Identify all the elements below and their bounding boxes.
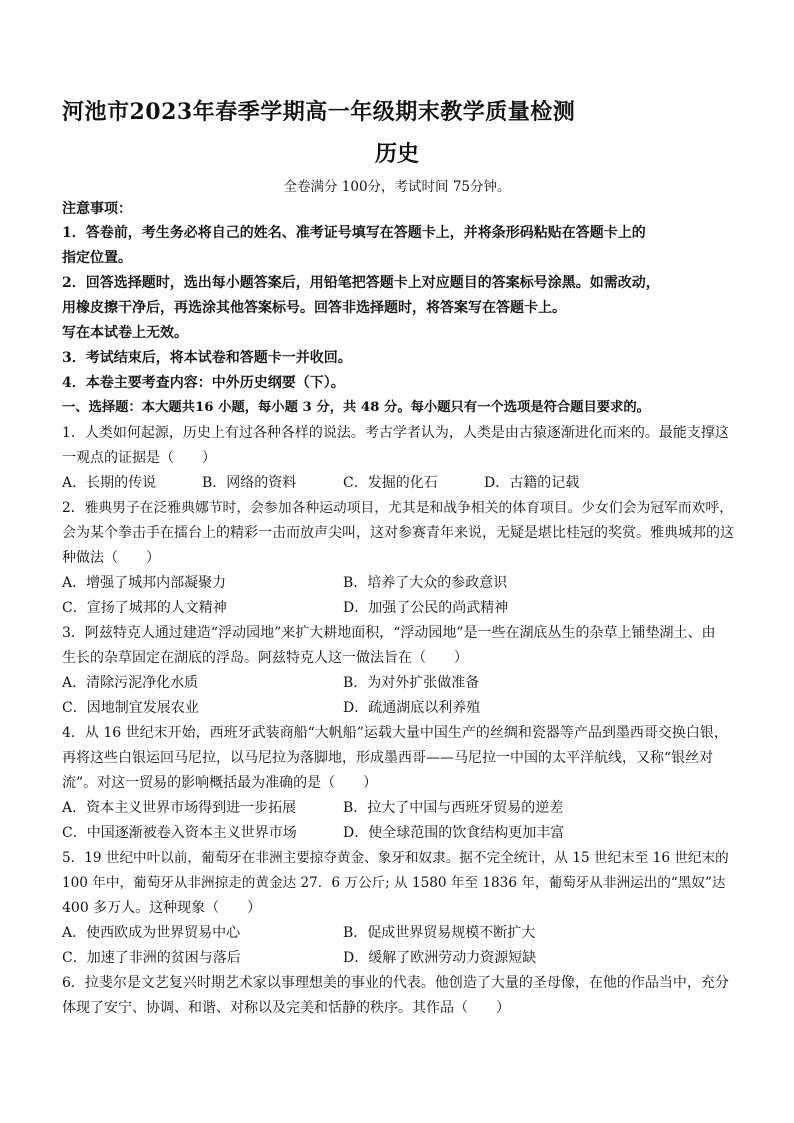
question-1-text: 一观点的证据是（ ） xyxy=(62,450,216,466)
question-4-text: 4．从 16 世纪末开始，西班牙武装商船“大帆船”运载大量中国生产的丝绸和瓷器等产品到墨西哥交换白银， xyxy=(62,725,728,741)
note-line: 写在本试卷上无效。 xyxy=(62,325,188,341)
section-heading: 一、选择题：本大题共16 小题，每小题 3 分，共 48 分。每小题只有一个选项是符合题目要求的。 xyxy=(62,400,650,415)
question-6-text: 体现了安宁、协调、和谐、对称以及完美和恬静的秩序。其作品（ ） xyxy=(62,1000,510,1016)
question-1-option-a: A．长期的传说 xyxy=(62,475,157,491)
note-line: 2．回答选择题时，选出每小题答案后，用铅笔把答题卡上对应题目的答案标号涂黑。如需改动， xyxy=(62,275,660,291)
question-5-option-c: C．加速了非洲的贫困与落后 xyxy=(62,950,241,966)
question-4-option-b: B．拉大了中国与西班牙贸易的逆差 xyxy=(343,800,564,816)
note-line: 1．答卷前，考生务必将自己的姓名、准考证号填写在答题卡上，并将条形码粘贴在答题卡上的 xyxy=(62,225,646,241)
question-4-text: 流”。对这一贸易的影响概括最为准确的是（ ） xyxy=(62,775,378,791)
question-1-option-c: C．发掘的化石 xyxy=(343,475,438,491)
question-2-text: 会为某个拳击手在擂台上的精彩一击而放声尖叫，这对参赛青年来说，无疑是堪比桂冠的奖赏。雅典城邦的这 xyxy=(62,525,734,541)
question-3-option-c: C．因地制宜发展农业 xyxy=(62,700,199,716)
question-2-option-d: D．加强了公民的尚武精神 xyxy=(343,600,509,616)
question-3-text: 3．阿兹特克人通过建造“浮动园地”来扩大耕地面积，“浮动园地”是一些在湖底丛生的杂草上铺垫湖土、由 xyxy=(62,625,716,641)
question-4-option-d: D．使全球范围的饮食结构更加丰富 xyxy=(343,825,565,841)
question-5-option-a: A．使西欧成为世界贸易中心 xyxy=(62,925,241,941)
question-2-text: 2．雅典男子在泛雅典娜节时，会参加各种运动项目，尤其是和战争相关的体育项目。少女们会为冠军而欢呼， xyxy=(62,500,734,516)
notes-heading: 注意事项： xyxy=(62,201,132,217)
question-2-option-b: B．培养了大众的参政意识 xyxy=(343,575,508,591)
exam-info: 全卷满分 100分，考试时间 75分钟。 xyxy=(283,179,511,195)
question-5-text: 400 多万人。这种现象（ ） xyxy=(62,900,262,916)
question-5-text: 100 年中，葡萄牙从非洲掠走的黄金达 27．6 万公斤; 从 1580 年至 1836 年，葡萄牙从非洲运出的“黑奴”达 xyxy=(62,875,726,891)
question-3-option-d: D．疏通湖底以利养殖 xyxy=(343,700,481,716)
question-4-option-a: A．资本主义世界市场得到进一步拓展 xyxy=(62,800,297,816)
question-1-option-d: D．古籍的记载 xyxy=(484,475,580,491)
question-3-text: 生长的杂草固定在湖底的浮岛。阿兹特克人这一做法旨在（ ） xyxy=(62,650,468,666)
question-1-option-b: B．网络的资料 xyxy=(202,475,297,491)
question-2-text: 种做法（ ） xyxy=(62,550,160,566)
question-6-text: 6．拉斐尔是文艺复兴时期艺术家以事理想美的事业的代表。他创造了大量的圣母像，在他的作品当中，充分 xyxy=(62,975,729,991)
question-2-option-c: C．宣扬了城邦的人文精神 xyxy=(62,600,227,616)
question-4-option-c: C．中国逐渐被卷入资本主义世界市场 xyxy=(62,825,297,841)
exam-title: 河池市2023年春季学期高一年级期末教学质量检测 xyxy=(62,99,576,125)
subject-title: 历史 xyxy=(374,141,419,167)
question-5-text: 5．19 世纪中叶以前，葡萄牙在非洲主要掠夺黄金、象牙和奴隶。据不完全统计，从 15 世纪末至 16 世纪末的 xyxy=(62,850,729,866)
note-line: 用橡皮擦干净后，再选涂其他答案标号。回答非选择题时，将答案写在答题卡上。 xyxy=(62,300,566,316)
question-5-option-b: B．促成世界贸易规模不断扩大 xyxy=(343,925,536,941)
question-2-option-a: A．增强了城邦内部凝聚力 xyxy=(62,575,227,591)
question-1-text: 1．人类如何起源，历史上有过各种各样的说法。考古学者认为，人类是由古猿逐渐进化而来的。最能支撑这 xyxy=(62,425,729,441)
question-5-option-d: D．缓解了欧洲劳动力资源短缺 xyxy=(343,950,537,966)
note-line: 指定位置。 xyxy=(62,250,132,266)
question-3-option-b: B．为对外扩张做准备 xyxy=(343,675,480,691)
note-line: 3．考试结束后，将本试卷和答题卡一并收回。 xyxy=(62,350,352,366)
question-3-option-a: A．清除污泥净化水质 xyxy=(62,675,199,691)
question-4-text: 再将这些白银运回马尼拉，以马尼拉为落脚地，形成墨西哥——马尼拉一中国的太平洋航线，又称“银丝对 xyxy=(62,750,714,766)
note-line: 4．本卷主要考查内容：中外历史纲要（下）。 xyxy=(62,375,345,391)
